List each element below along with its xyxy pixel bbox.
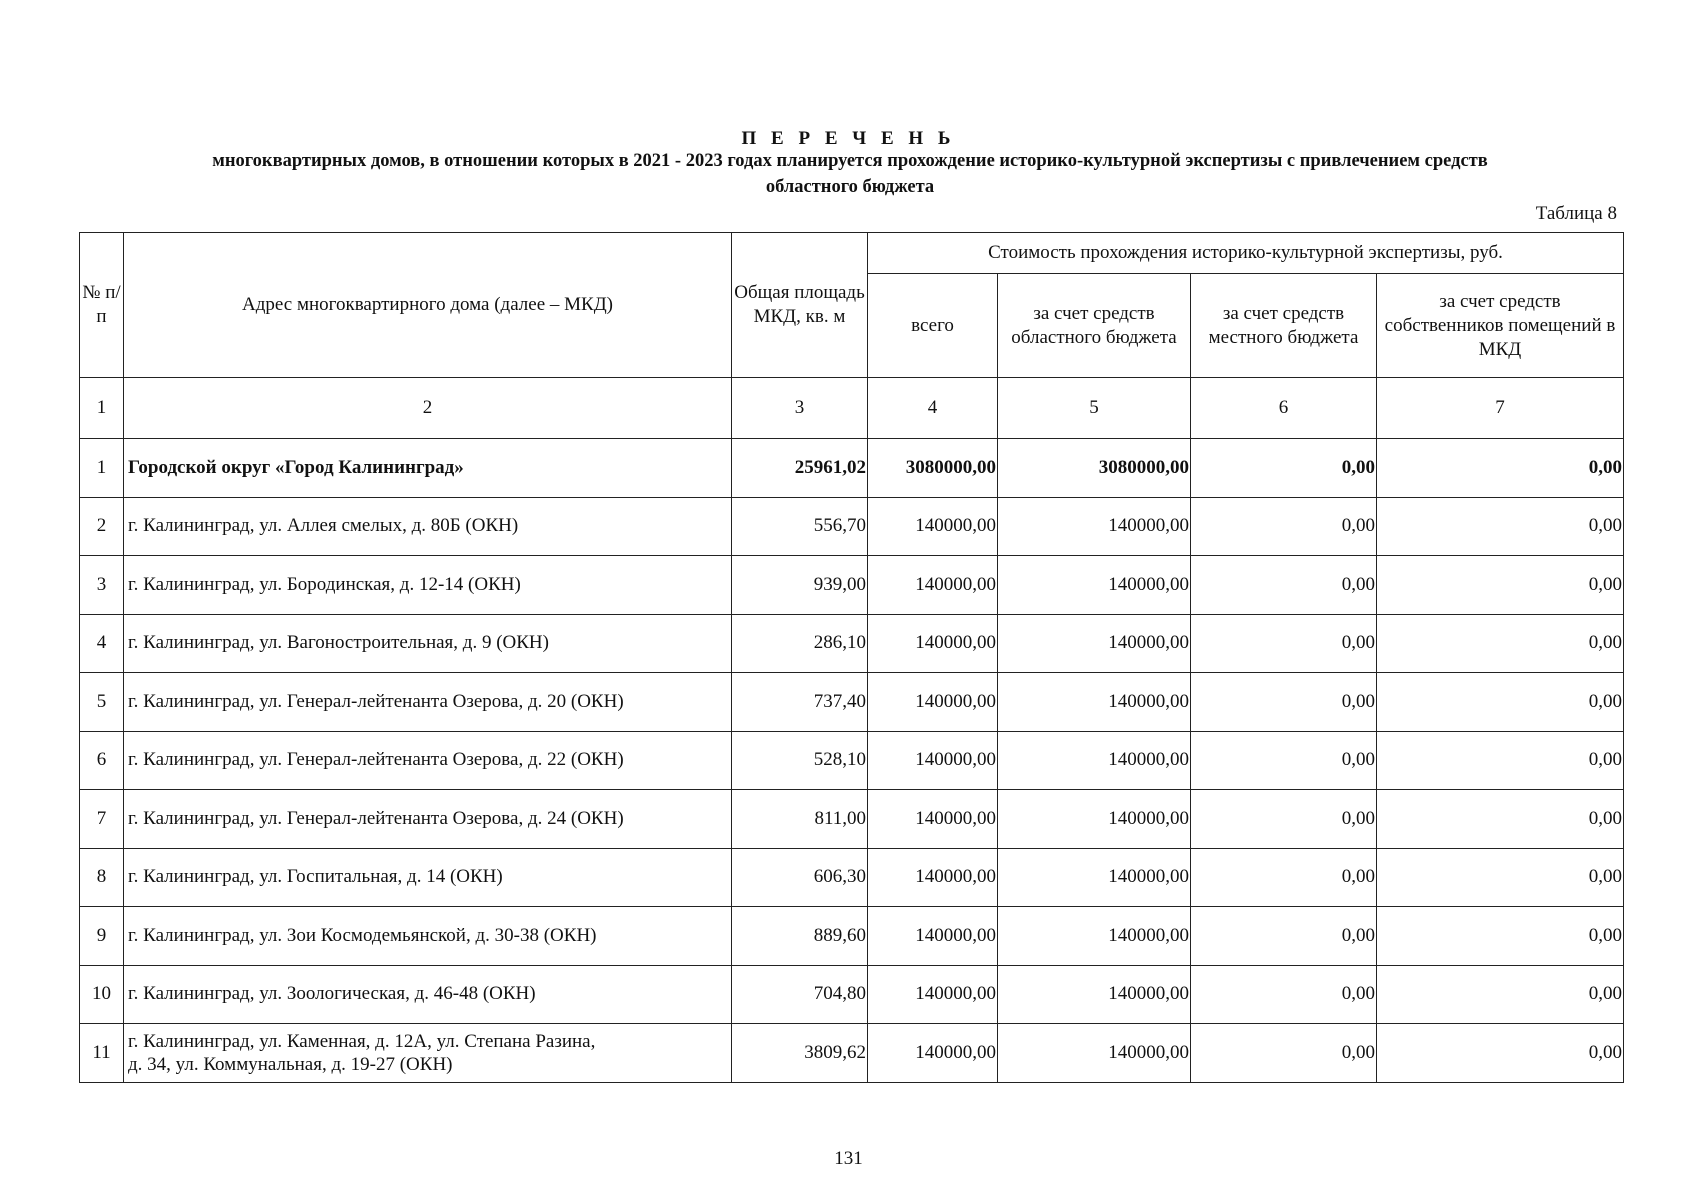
row-local: 0,00	[1191, 965, 1377, 1024]
row-owners: 0,00	[1377, 439, 1624, 498]
row-total: 140000,00	[868, 497, 998, 556]
table-row	[80, 556, 1624, 615]
table-row	[80, 1024, 1624, 1083]
row-regional: 140000,00	[998, 1024, 1191, 1083]
row-total: 3080000,00	[868, 439, 998, 498]
subtitle-line-2: областного бюджета	[765, 177, 935, 197]
row-owners: 0,00	[1377, 497, 1624, 556]
row-regional: 140000,00	[998, 556, 1191, 615]
row-address	[124, 1024, 732, 1083]
row-regional: 140000,00	[998, 731, 1191, 790]
row-regional: 140000,00	[998, 614, 1191, 673]
column-number: 4	[868, 378, 998, 439]
row-total: 140000,00	[868, 614, 998, 673]
row-number: 6	[80, 731, 124, 790]
document-subtitle	[110, 148, 1590, 200]
row-owners: 0,00	[1377, 965, 1624, 1024]
row-address: г. Калининград, ул. Бородинская, д. 12-14 (ОКН)	[124, 556, 732, 615]
row-regional: 140000,00	[998, 790, 1191, 849]
row-area: 25961,02	[732, 439, 868, 498]
row-owners: 0,00	[1377, 731, 1624, 790]
table-row	[80, 907, 1624, 966]
row-number: 8	[80, 848, 124, 907]
row-total: 140000,00	[868, 907, 998, 966]
row-area: 704,80	[732, 965, 868, 1024]
row-address: г. Калининград, ул. Аллея смелых, д. 80Б (ОКН)	[124, 497, 732, 556]
row-address: Городской округ «Город Калининград»	[124, 439, 732, 498]
row-number: 9	[80, 907, 124, 966]
row-local: 0,00	[1191, 790, 1377, 849]
row-owners: 0,00	[1377, 614, 1624, 673]
row-owners: 0,00	[1377, 848, 1624, 907]
row-number: 1	[80, 439, 124, 498]
row-local: 0,00	[1191, 1024, 1377, 1083]
row-total: 140000,00	[868, 1024, 998, 1083]
row-number: 2	[80, 497, 124, 556]
row-address: г. Калининград, ул. Зоологическая, д. 46-48 (ОКН)	[124, 965, 732, 1024]
row-local: 0,00	[1191, 907, 1377, 966]
row-area: 939,00	[732, 556, 868, 615]
column-number-row	[80, 378, 1624, 439]
row-area: 889,60	[732, 907, 868, 966]
row-total: 140000,00	[868, 848, 998, 907]
buildings-table	[79, 232, 1624, 1083]
column-number: 6	[1191, 378, 1377, 439]
row-number: 11	[80, 1024, 124, 1083]
row-total: 140000,00	[868, 556, 998, 615]
header-row-1	[80, 233, 1624, 274]
row-local: 0,00	[1191, 556, 1377, 615]
row-address-line-2: д. 34, ул. Коммунальная, д. 19-27 (ОКН)	[128, 1053, 453, 1075]
row-number: 10	[80, 965, 124, 1024]
row-address-line-1: г. Калининград, ул. Каменная, д. 12А, ул. Степана Разина,	[128, 1030, 596, 1052]
header-no: № п/п	[80, 233, 124, 378]
row-local: 0,00	[1191, 497, 1377, 556]
header-address: Адрес многоквартирного дома (далее – МКД)	[124, 233, 732, 378]
row-owners: 0,00	[1377, 907, 1624, 966]
table-row	[80, 731, 1624, 790]
column-number: 2	[124, 378, 732, 439]
row-local: 0,00	[1191, 731, 1377, 790]
row-area: 528,10	[732, 731, 868, 790]
row-local: 0,00	[1191, 673, 1377, 732]
table-row	[80, 965, 1624, 1024]
header-total: всего	[868, 274, 998, 378]
page-number: 131	[834, 1148, 863, 1169]
row-regional: 3080000,00	[998, 439, 1191, 498]
table-row	[80, 848, 1624, 907]
row-total: 140000,00	[868, 731, 998, 790]
table-row	[80, 673, 1624, 732]
table-number: Таблица 8	[1535, 203, 1617, 224]
row-owners: 0,00	[1377, 556, 1624, 615]
row-regional: 140000,00	[998, 965, 1191, 1024]
column-number: 3	[732, 378, 868, 439]
row-address: г. Калининград, ул. Генерал-лейтенанта Озерова, д. 22 (ОКН)	[124, 731, 732, 790]
row-address: г. Калининград, ул. Генерал-лейтенанта Озерова, д. 20 (ОКН)	[124, 673, 732, 732]
document-title: П Е Р Е Ч Е Н Ь	[741, 128, 956, 149]
row-address: г. Калининград, ул. Госпитальная, д. 14 (ОКН)	[124, 848, 732, 907]
row-number: 4	[80, 614, 124, 673]
row-owners: 0,00	[1377, 1024, 1624, 1083]
row-address: г. Калининград, ул. Вагоностроительная, д. 9 (ОКН)	[124, 614, 732, 673]
table-row-total	[80, 439, 1624, 498]
row-area: 3809,62	[732, 1024, 868, 1083]
row-total: 140000,00	[868, 790, 998, 849]
row-regional: 140000,00	[998, 907, 1191, 966]
header-local: за счет средств местного бюджета	[1191, 274, 1377, 378]
row-area: 286,10	[732, 614, 868, 673]
header-cost-group: Стоимость прохождения историко-культурной экспертизы, руб.	[868, 233, 1624, 274]
row-area: 811,00	[732, 790, 868, 849]
column-number: 1	[80, 378, 124, 439]
row-number: 7	[80, 790, 124, 849]
row-area: 606,30	[732, 848, 868, 907]
row-local: 0,00	[1191, 848, 1377, 907]
column-number: 5	[998, 378, 1191, 439]
row-address: г. Калининград, ул. Зои Космодемьянской, д. 30-38 (ОКН)	[124, 907, 732, 966]
table-row	[80, 790, 1624, 849]
row-total: 140000,00	[868, 673, 998, 732]
table-row	[80, 614, 1624, 673]
table-row	[80, 497, 1624, 556]
column-number: 7	[1377, 378, 1624, 439]
subtitle-line-1: многоквартирных домов, в отношении которых в 2021 - 2023 годах планируется прохождение историко-культурной экспертизы с привлечением средств	[212, 151, 1488, 171]
row-number: 3	[80, 556, 124, 615]
row-local: 0,00	[1191, 439, 1377, 498]
row-local: 0,00	[1191, 614, 1377, 673]
header-owners: за счет средств собственников помещений в МКД	[1377, 274, 1624, 378]
row-regional: 140000,00	[998, 673, 1191, 732]
row-regional: 140000,00	[998, 497, 1191, 556]
header-area: Общая площадь МКД, кв. м	[732, 233, 868, 378]
row-address: г. Калининград, ул. Генерал-лейтенанта Озерова, д. 24 (ОКН)	[124, 790, 732, 849]
row-area: 737,40	[732, 673, 868, 732]
row-regional: 140000,00	[998, 848, 1191, 907]
row-number: 5	[80, 673, 124, 732]
row-area: 556,70	[732, 497, 868, 556]
header-regional: за счет средств областного бюджета	[998, 274, 1191, 378]
row-total: 140000,00	[868, 965, 998, 1024]
row-owners: 0,00	[1377, 673, 1624, 732]
row-owners: 0,00	[1377, 790, 1624, 849]
